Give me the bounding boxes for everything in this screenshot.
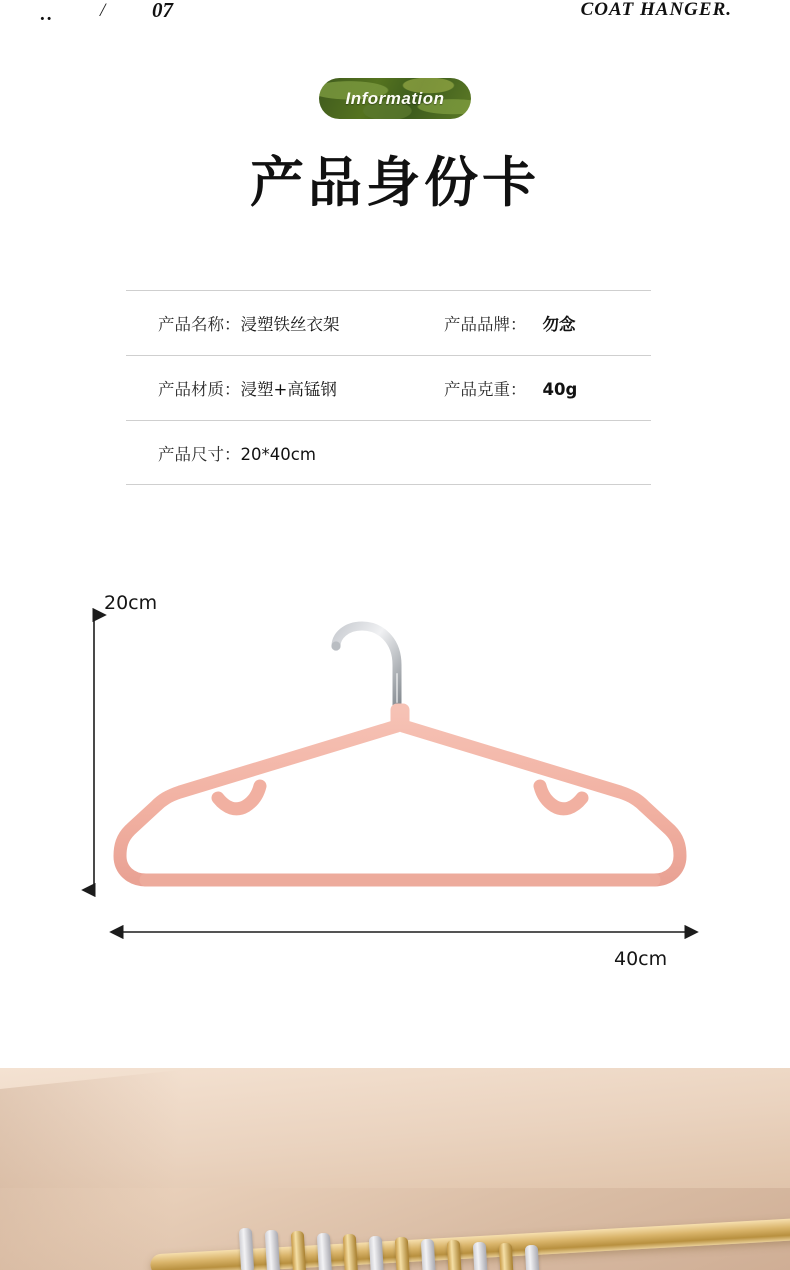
hanger-hook-photo	[369, 1236, 385, 1270]
table-row	[126, 290, 651, 355]
page-header	[0, 0, 790, 30]
hanger-hook-photo	[499, 1243, 515, 1270]
spec-label: 产品名称：	[158, 315, 241, 334]
spec-cell-weight	[444, 376, 651, 400]
spec-label: 产品品牌：	[444, 315, 527, 334]
hanger-diagram-svg	[0, 570, 790, 1030]
hanger-hook-photo	[343, 1234, 359, 1270]
hanger-body	[120, 710, 680, 880]
hanger-diagram	[0, 570, 790, 1030]
information-badge-label: Information	[345, 88, 445, 108]
hanger-hook-photo	[265, 1230, 281, 1270]
spec-label: 产品尺寸：	[158, 444, 241, 464]
hanger-hook-photo	[447, 1240, 463, 1270]
hanger-hook-photo	[525, 1245, 541, 1270]
hanger-hook-photo	[473, 1242, 489, 1270]
dimension-height-label: 20cm	[104, 592, 158, 614]
spec-cell-name	[126, 311, 444, 335]
spec-cell-size	[126, 441, 444, 465]
spec-cell-brand	[444, 311, 651, 335]
header-dots: ..	[40, 4, 54, 25]
spec-value: 20*40cm	[240, 444, 316, 464]
product-photo-band	[0, 1068, 790, 1270]
photo-shadow	[0, 1068, 270, 1270]
spec-value: 浸塑+高锰钢	[240, 380, 337, 399]
spec-label: 产品克重：	[444, 380, 527, 399]
information-badge	[319, 78, 471, 119]
page-number: 07	[152, 0, 173, 22]
table-row	[126, 355, 651, 420]
product-spec-table	[126, 290, 651, 485]
hanger-hook	[331, 626, 397, 710]
header-title: COAT HANGER.	[580, 0, 732, 20]
spec-label: 产品材质：	[158, 380, 241, 399]
spec-value: 浸塑铁丝衣架	[240, 315, 340, 334]
spec-value: 40g	[542, 380, 578, 399]
hanger-hook-photo	[395, 1237, 411, 1270]
hanger-hook-photo	[421, 1239, 437, 1270]
table-row	[126, 420, 651, 485]
hanger-hook-photo	[291, 1231, 307, 1270]
page-title: 产品身份卡	[250, 151, 540, 214]
hanger-hook-photo	[317, 1233, 333, 1270]
hanger-hook-photo	[239, 1228, 255, 1270]
header-slash: /	[100, 0, 106, 21]
spec-cell-material	[126, 376, 444, 400]
dimension-width-label: 40cm	[614, 948, 668, 970]
spec-value: 勿念	[542, 315, 576, 334]
